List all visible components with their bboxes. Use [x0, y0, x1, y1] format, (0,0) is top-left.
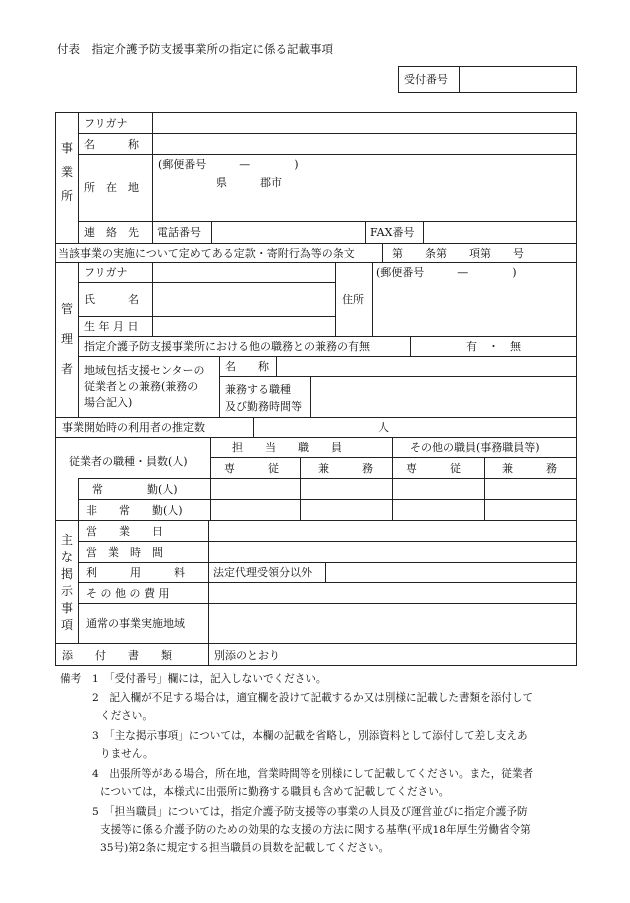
- manager-section-label-2: 理: [60, 332, 73, 346]
- posting-other-cost-label: そ の 他 の 費 用: [86, 587, 170, 600]
- office-tel-label: 電話番号: [157, 226, 201, 239]
- office-contact-label: 連 絡 先: [84, 226, 139, 239]
- office-address-label: 所 在 地: [84, 181, 139, 194]
- duty-type-label-1: 兼務する職種: [225, 383, 291, 396]
- posting-hours-field[interactable]: [210, 543, 575, 561]
- office-name-field[interactable]: [154, 135, 575, 153]
- staff-other-concurrent: 兼 務: [502, 462, 557, 475]
- staff-cell[interactable]: [394, 501, 482, 519]
- office-fax-label: FAX番号: [370, 226, 415, 239]
- users-estimate-field[interactable]: [255, 419, 375, 436]
- notes-head: 備考: [60, 673, 82, 685]
- duty-type-label-2: 及び勤務時間等: [225, 400, 302, 413]
- users-estimate-label: 事業開始時の利用者の推定数: [62, 421, 205, 434]
- office-tel-field[interactable]: [213, 223, 363, 241]
- staff-part-time-label: 非 常 勤(人): [86, 504, 183, 517]
- note-4a: 4 出張所等がある場合，所在地，営業時間等を別様にして記載してください。また，従業者: [92, 768, 534, 780]
- staff-cell[interactable]: [486, 501, 575, 519]
- receipt-number-field[interactable]: [461, 68, 575, 91]
- articles-label: 当該事業の実施について定めてある定款・寄附行為等の条文: [58, 247, 355, 260]
- center-name-label: 名 称: [225, 360, 269, 373]
- manager-furigana-field[interactable]: [154, 264, 333, 281]
- staff-cell[interactable]: [394, 480, 482, 498]
- manager-name-field[interactable]: [154, 284, 333, 315]
- note-4b: については，本様式に出張所に勤務する職員も含めて記載してください。: [100, 786, 450, 798]
- manager-center-label-2: 従業者との兼務(兼務の: [84, 380, 199, 393]
- attachment-value: 別添のとおり: [214, 649, 280, 662]
- note-3a: 3 「主な掲示事項」については，本欄の記載を省略し，別添資料として添付して差し支えあ: [92, 730, 528, 742]
- posting-fee-label: 利 用 料: [86, 566, 185, 579]
- posting-fee-value: 法定代理受領分以外: [213, 566, 312, 579]
- duty-type-field[interactable]: [312, 378, 575, 416]
- posting-days-field[interactable]: [210, 522, 575, 540]
- office-section-label-2: 業: [60, 165, 73, 179]
- note-5b: 支援等に係る介護予防のための効果的な支援の方法に関する基準(平成18年厚生労働省令第: [100, 824, 531, 836]
- staff-other-full-time: 専 従: [406, 462, 461, 475]
- manager-birth-field[interactable]: [154, 318, 333, 335]
- office-fax-field[interactable]: [425, 223, 575, 241]
- note-3b: りません。: [100, 748, 154, 760]
- office-address-field[interactable]: [154, 156, 575, 220]
- staff-label: 従業者の職種・員数(人): [69, 455, 188, 468]
- manager-center-label-1: 地域包括支援センターの: [84, 364, 205, 377]
- staff-cell[interactable]: [212, 501, 298, 519]
- manager-section-label-3: 者: [60, 362, 73, 376]
- note-5c: 35号)第2条に規定する担当職員の員数を記載してください。: [100, 842, 390, 854]
- posting-section-label-3: 掲: [60, 567, 73, 581]
- office-furigana-field[interactable]: [154, 114, 575, 132]
- manager-section-label-1: 管: [60, 302, 73, 316]
- manager-furigana-label: フリガナ: [84, 266, 128, 279]
- note-2a: 2 記入欄が不足する場合は，適宜欄を設けて記載するか又は別様に記載した書類を添付して: [92, 692, 534, 704]
- office-prefecture-city: 県 郡市: [216, 176, 282, 189]
- note-2b: ください。: [100, 710, 153, 722]
- staff-cell[interactable]: [212, 480, 298, 498]
- manager-center-label-3: 場合記入): [84, 396, 133, 409]
- office-section-label-3: 所: [60, 189, 73, 203]
- posting-section-label-2: な: [60, 550, 73, 564]
- manager-name-label: 氏 名: [84, 293, 139, 306]
- manager-birth-label: 生 年 月 日: [84, 320, 139, 333]
- posting-section-label-6: 項: [60, 618, 73, 632]
- office-postal-code: (郵便番号 — ): [158, 158, 299, 171]
- office-section-label-1: 事: [60, 141, 73, 155]
- manager-other-duty-label: 指定介護予防支援事業所における他の職務との兼務の有無: [84, 340, 370, 353]
- posting-hours-label: 営 業 時 間: [86, 546, 163, 559]
- posting-section-label-4: 示: [60, 584, 73, 598]
- office-name-label: 名 称: [84, 138, 139, 151]
- staff-group-assigned: 担 当 職 員: [232, 441, 342, 454]
- staff-cell[interactable]: [302, 501, 390, 519]
- attachment-label: 添 付 書 類: [62, 649, 172, 662]
- staff-cell[interactable]: [486, 480, 575, 498]
- staff-cell[interactable]: [302, 480, 390, 498]
- manager-address-field[interactable]: [374, 264, 575, 335]
- posting-area-field[interactable]: [210, 605, 575, 642]
- manager-other-duty-yes-no[interactable]: 有 ・ 無: [466, 340, 521, 353]
- posting-days-label: 営 業 日: [86, 525, 163, 538]
- manager-postal-code: (郵便番号 — ): [376, 266, 517, 279]
- posting-section-label-1: 主: [60, 533, 73, 547]
- note-1: 1 「受付番号」欄には，記入しないでください。: [92, 673, 327, 685]
- staff-group-other: その他の職員(事務職員等): [410, 441, 540, 454]
- posting-fee-field[interactable]: [327, 564, 575, 581]
- users-estimate-unit: 人: [378, 421, 389, 434]
- staff-assigned-full-time: 専 従: [224, 462, 279, 475]
- posting-section-label-5: 事: [60, 601, 73, 615]
- posting-other-cost-field[interactable]: [210, 584, 575, 602]
- form-title: 付表 指定介護予防支援事業所の指定に係る記載事項: [57, 42, 333, 56]
- staff-assigned-concurrent: 兼 務: [318, 462, 373, 475]
- staff-regular-label: 常 勤(人): [92, 483, 178, 496]
- note-5a: 5 「担当職員」については，指定介護予防支援等の事業の人員及び運営並びに指定介護予防: [92, 806, 528, 818]
- manager-address-label: 住所: [342, 293, 364, 306]
- office-furigana-label: フリガナ: [84, 117, 128, 130]
- center-name-field[interactable]: [278, 358, 575, 375]
- articles-value[interactable]: 第 条第 項第 号: [392, 247, 524, 260]
- receipt-number-label: 受付番号: [404, 73, 448, 86]
- posting-area-label: 通常の事業実施地域: [86, 617, 185, 630]
